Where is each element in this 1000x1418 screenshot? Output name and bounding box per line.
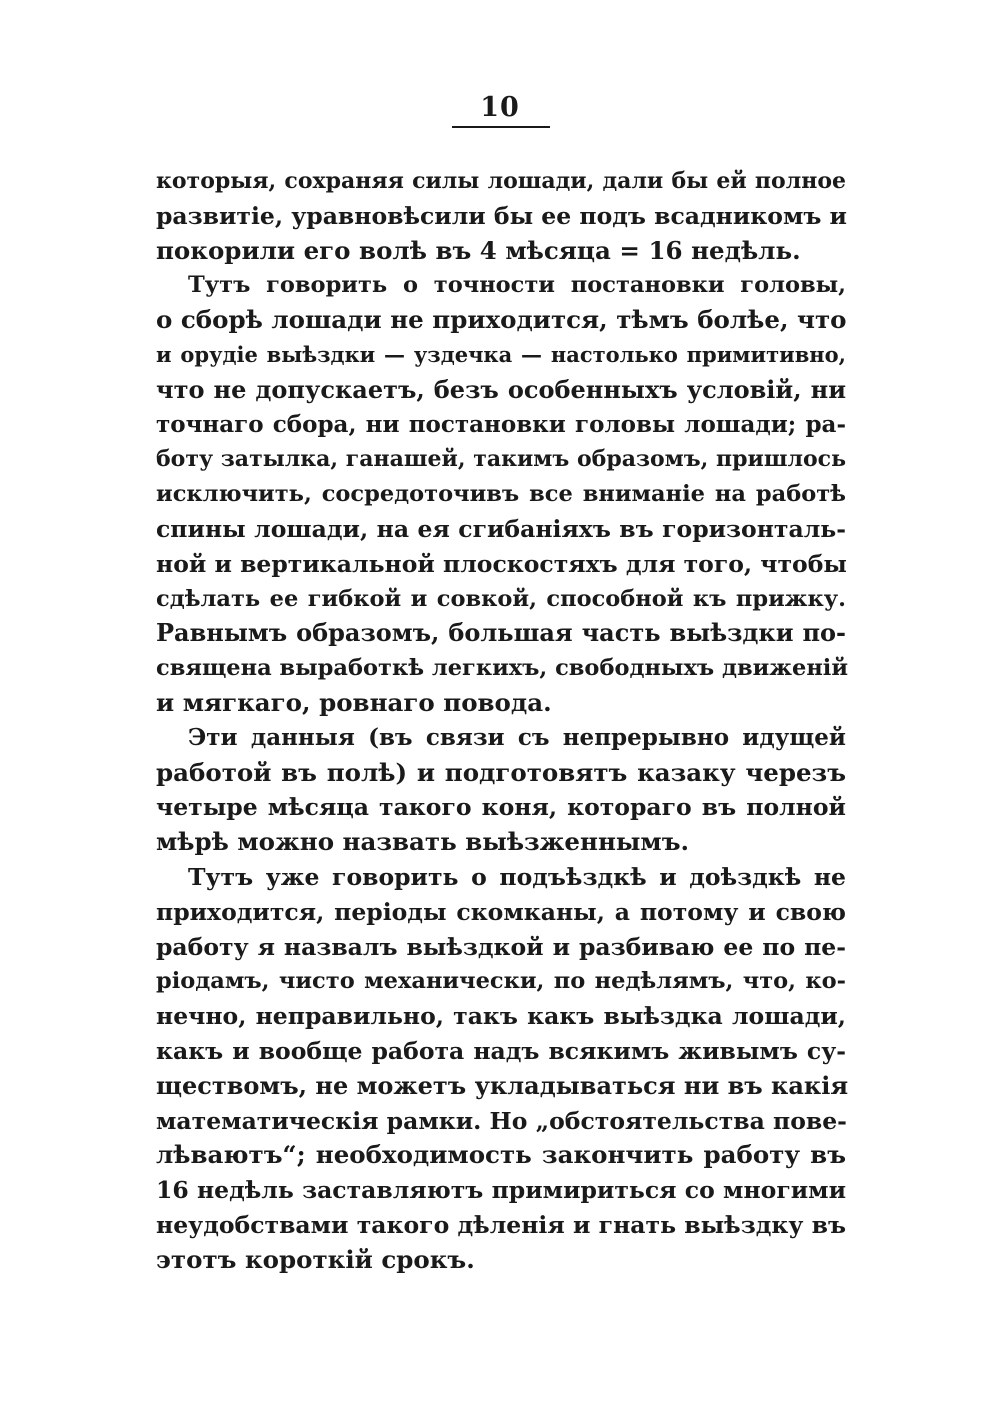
body-text xyxy=(156,164,849,1278)
text-line: спины лошади, на ея сгибаніяхъ въ горизонталь- xyxy=(156,514,846,543)
paragraph-2 xyxy=(156,268,849,720)
text-line: 16 недѣль заставляютъ примириться со многими xyxy=(156,1176,846,1205)
text-line: неудобствами такого дѣленія и гнать выѣздку въ xyxy=(156,1210,846,1239)
page-number-rule xyxy=(452,126,550,128)
text-line: Тутъ уже говорить о подъѣздкѣ и доѣздкѣ не xyxy=(188,862,846,891)
text-line: боту затылка, ганашей, такимъ образомъ, пришлось xyxy=(156,446,846,473)
paragraph-1 xyxy=(156,164,846,268)
text-line: которыя, сохраняя силы лошади, дали бы ей полное xyxy=(156,168,846,194)
text-line: сдѣлать ее гибкой и совкой, способной къ прижку. xyxy=(156,585,846,612)
text-line: Эти данныя (въ связи съ непрерывно идущей xyxy=(188,723,846,751)
text-line: приходится, періоды скомканы, а потому и свою xyxy=(156,897,846,926)
paragraph-4 xyxy=(156,860,849,1278)
text-line: Тутъ говорить о точности постановки головы, xyxy=(188,272,846,299)
page-number: 10 xyxy=(480,92,520,123)
text-line: ріодамъ, чисто механически, по недѣлямъ, что, ко- xyxy=(156,968,846,995)
text-line: четыре мѣсяца такого коня, котораго въ полной xyxy=(156,793,846,822)
text-line: этотъ короткій срокъ. xyxy=(156,1244,475,1274)
text-line: работой въ полѣ) и подготовятъ казаку черезъ xyxy=(156,757,846,787)
text-line: Равнымъ образомъ, большая часть выѣздки по- xyxy=(156,618,846,648)
text-line: ной и вертикальной плоскостяхъ для того, чтобы xyxy=(156,549,847,578)
text-line: и мягкаго, ровнаго повода. xyxy=(156,687,552,717)
text-line: ществомъ, не можетъ укладываться ни въ какія xyxy=(156,1070,849,1100)
text-line: о сборѣ лошади не приходится, тѣмъ болѣе, что xyxy=(156,305,847,335)
text-line: математическія рамки. Но „обстоятельства пове- xyxy=(156,1106,847,1135)
text-line: точнаго сбора, ни постановки головы лошади; ра- xyxy=(156,410,846,438)
paragraph-3 xyxy=(156,721,846,860)
text-line: лѣваютъ“; необходимость закончить работу въ xyxy=(156,1140,846,1170)
text-line: работу я назвалъ выѣздкой и разбиваю ее по пе- xyxy=(156,932,846,961)
text-line: какъ и вообще работа надъ всякимъ живымъ су- xyxy=(156,1036,846,1065)
text-line: священа выработкѣ легкихъ, свободныхъ движеній xyxy=(156,655,849,682)
text-line: покорили его волѣ въ 4 мѣсяца = 16 недѣль. xyxy=(156,235,801,265)
text-line: нечно, неправильно, такъ какъ выѣздка лошади, xyxy=(156,1002,846,1031)
text-line: что не допускаетъ, безъ особенныхъ условій, ни xyxy=(156,374,846,404)
text-line: развитіе, уравновѣсили бы ее подъ всадникомъ и xyxy=(156,201,847,230)
text-line: и орудіе выѣздки — уздечка — настолько примитивно, xyxy=(156,341,846,367)
text-line: мѣрѣ можно назвать выѣзженнымъ. xyxy=(156,827,690,857)
text-line: исключить, сосредоточивъ все вниманіе на работѣ xyxy=(156,481,846,508)
